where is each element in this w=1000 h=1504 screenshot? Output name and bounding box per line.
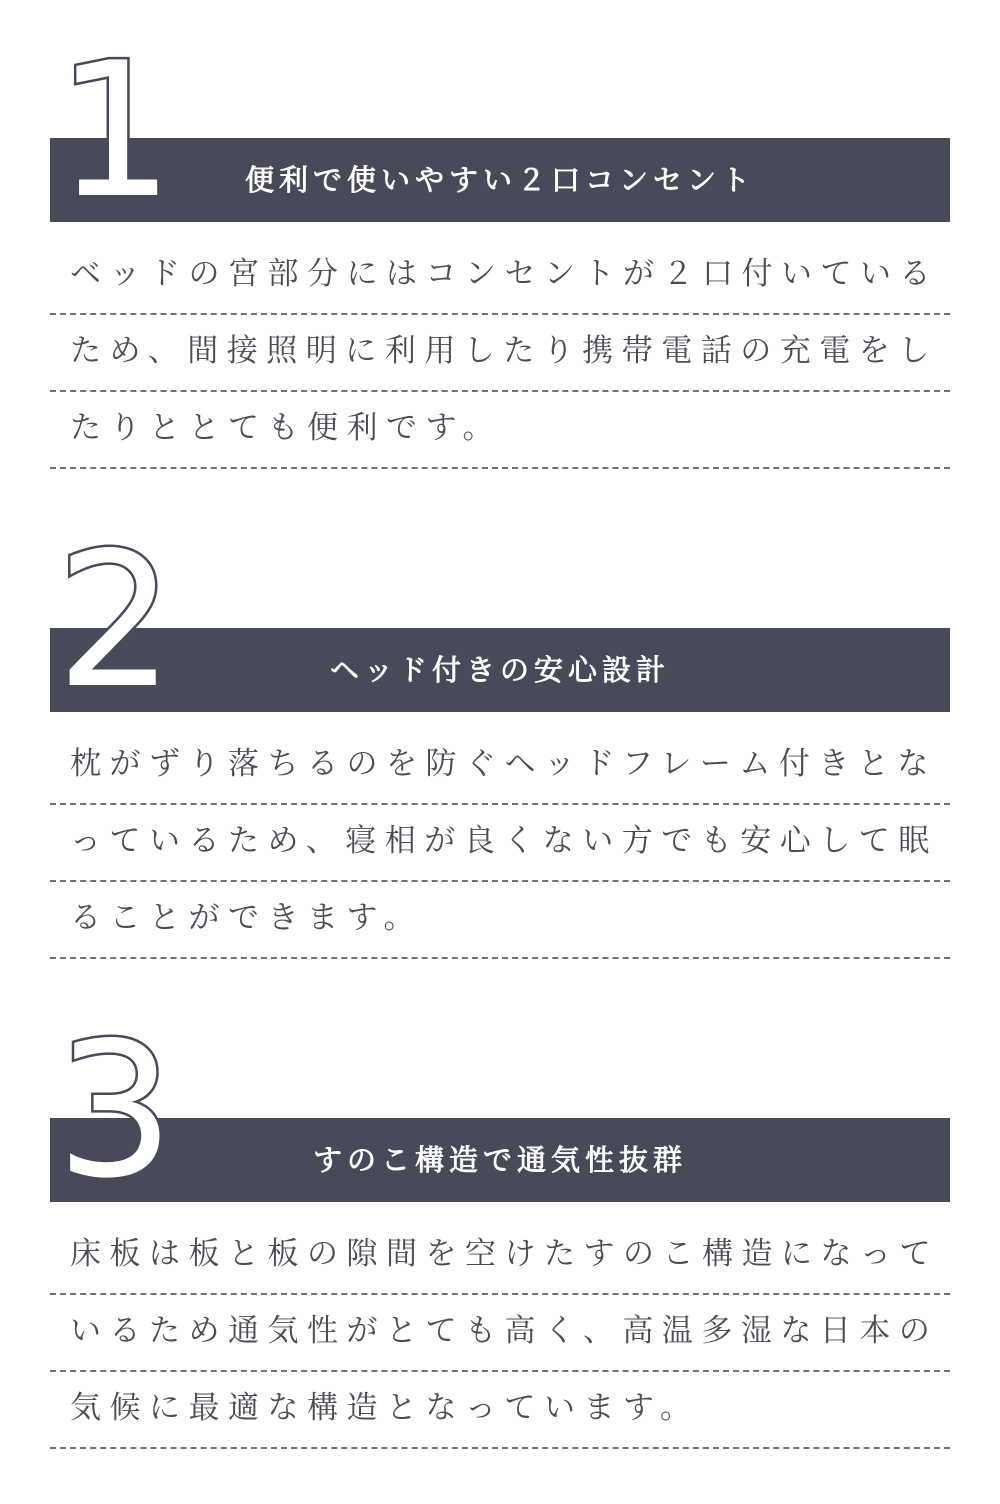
svg-text:1: 1 [56,22,175,239]
svg-text:2: 2 [56,512,175,729]
feature-description [50,728,950,959]
description-line: ため、間接照明に利用したり携帯電話の充電をし [50,315,950,392]
feature-description [50,238,950,469]
feature-number [56,1002,186,1219]
feature-title: すのこ構造で通気性抜群 [312,1143,687,1177]
feature-title: 便利で使いやすい２口コンセント [244,163,755,197]
description-line: っているため、寝相が良くない方でも安心して眠 [50,805,950,882]
description-line: ることができます。 [50,882,950,959]
description-line: 枕がずり落ちるのを防ぐヘッドフレーム付きとな [50,728,950,805]
feature-description [50,1218,950,1449]
feature-number [56,22,186,239]
feature-number [56,512,186,729]
description-line: 気候に最適な構造となっています。 [50,1372,950,1449]
description-line: 床板は板と板の隙間を空けたすのこ構造になって [50,1218,950,1295]
description-line: ベッドの宮部分にはコンセントが２口付いている [50,238,950,315]
feature-title: ヘッド付きの安心設計 [329,653,670,687]
description-line: たりととても便利です。 [50,392,950,469]
description-line: いるため通気性がとても高く、高温多湿な日本の [50,1295,950,1372]
svg-text:3: 3 [56,1002,175,1219]
